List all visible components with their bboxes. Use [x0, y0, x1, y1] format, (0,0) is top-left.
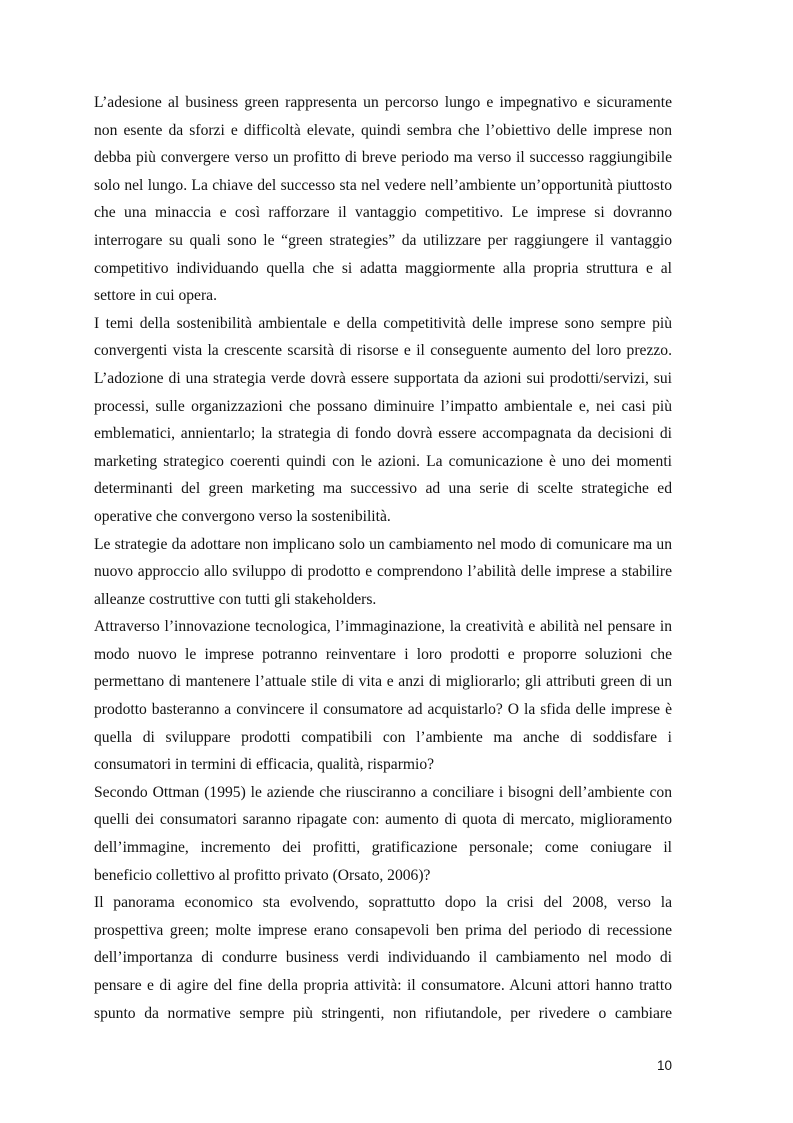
page-number: 10 [656, 1058, 672, 1073]
paragraph-1: L’adesione al business green rappresenta un percorso lungo e impegnativo e sicuramente non esente da sforzi e difficoltà elevate, quindi sembra che l’obiettivo delle imprese non debba più convergere verso un profitto di breve periodo ma verso il successo raggiungibile solo nel lungo. La chiave del successo sta nel vedere nell’ambiente un’opportunità piuttosto che una minaccia e così rafforzare il vantaggio competitivo. Le imprese si dovranno interrogare su quali sono le “green strategies” da utilizzare per raggiungere il vantaggio competitivo individuando quella che si adatta maggiormente alla propria struttura e al settore in cui opera. [94, 94, 672, 305]
paragraph-3: Le strategie da adottare non implicano solo un cambiamento nel modo di comunicare ma un nuovo approccio allo sviluppo di prodotto e comprendono l’abilità delle imprese a stabilire alleanze costruttive con tutti gli stakeholders. [94, 535, 672, 608]
body-text [94, 89, 672, 1027]
paragraph-2: I temi della sostenibilità ambientale e della competitività delle imprese sono sempre più convergenti vista la crescente scarsità di risorse e il conseguente aumento del loro prezzo. L’adozione di una strategia verde dovrà essere supportata da azioni sui prodotti/servizi, sui processi, sulle organizzazioni che possano diminuire l’impatto ambientale e, nei casi più emblematici, annientarlo; la strategia di fondo dovrà essere accompagnata da decisioni di marketing strategico coerenti quindi con le azioni. La comunicazione è uno dei momenti determinanti del green marketing ma successivo ad una serie di scelte strategiche ed operative che convergono verso la sostenibilità. [94, 314, 672, 525]
paragraph-4: Attraverso l’innovazione tecnologica, l’immaginazione, la creatività e abilità nel pensare in modo nuovo le imprese potranno reinventare i loro prodotti e proporre soluzioni che permettano di mantenere l’attuale stile di vita e anzi di migliorarlo; gli attributi green di un prodotto basteranno a convincere il consumatore ad acquistarlo? O la sfida delle imprese è quella di sviluppare prodotti compatibili con l’ambiente ma anche di soddisfare i consumatori in termini di efficacia, qualità, risparmio? [94, 618, 672, 774]
paragraph-5: Secondo Ottman (1995) le aziende che riusciranno a conciliare i bisogni dell’ambiente con quelli dei consumatori saranno ripagate con: aumento di quota di mercato, miglioramento dell’immagine, incremento dei profitti, gratificazione personale; come coniugare il beneficio collettivo al profitto privato (Orsato, 2006)? [94, 783, 672, 884]
paragraph-6: Il panorama economico sta evolvendo, soprattutto dopo la crisi del 2008, verso la prospettiva green; molte imprese erano consapevoli ben prima del periodo di recessione dell’importanza di condurre business verdi individuando il cambiamento nel modo di pensare e di agire del fine della propria attività: il consumatore. Alcuni attori hanno tratto spunto da normative sempre più stringenti, non rifiutandole, per rivedere o cambiare [94, 894, 672, 1022]
